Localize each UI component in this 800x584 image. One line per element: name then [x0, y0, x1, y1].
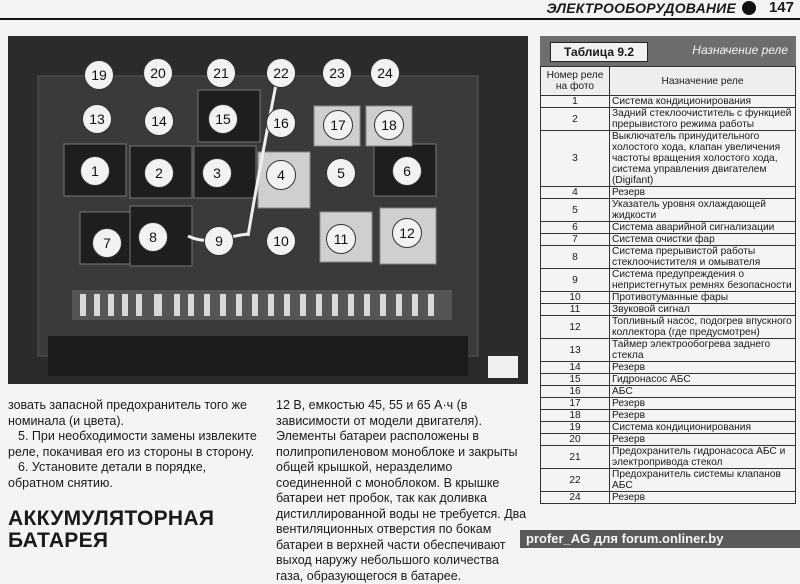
table-row: [541, 434, 796, 446]
relay-purpose: Звуковой сигнал: [610, 304, 796, 316]
table-row: [541, 410, 796, 422]
relay-number: 8: [541, 246, 610, 269]
relay-number: 22: [541, 469, 610, 492]
page-header: [430, 0, 800, 16]
table-caption: Назначение реле: [692, 43, 788, 57]
relay-label-13: 13: [82, 104, 112, 134]
relay-label-4: 4: [266, 160, 296, 190]
relay-label-19: 19: [84, 60, 114, 90]
relay-purpose: Указатель уровня охлаждающей жидкости: [610, 199, 796, 222]
relay-number: 11: [541, 304, 610, 316]
relay-purpose: Выключатель принудительного холостого хода, клапан увеличения частоты вращения холостого хода, система управления двигателем (Digifant): [610, 131, 796, 187]
relay-label-17: 17: [323, 110, 353, 140]
relay-number: 13: [541, 339, 610, 362]
relay-purpose: Резерв: [610, 434, 796, 446]
paragraph: 6. Установите детали в порядке, обратном снятию.: [8, 460, 207, 490]
body-text-left: [8, 398, 264, 491]
table-row: [541, 292, 796, 304]
relay-number: 6: [541, 222, 610, 234]
fuse-box-photo: [8, 36, 528, 384]
table-row: [541, 446, 796, 469]
relay-label-1: 1: [80, 156, 110, 186]
relay-label-9: 9: [204, 226, 234, 256]
section-title: ЭЛЕКТРООБОРУДОВАНИЕ: [546, 0, 736, 16]
column-header-number: Номер реле на фото: [541, 67, 610, 96]
relay-label-16: 16: [266, 108, 296, 138]
relay-purpose: Таймер электрообогрева заднего стекла: [610, 339, 796, 362]
relay-label-18: 18: [374, 110, 404, 140]
relay-number: 5: [541, 199, 610, 222]
relay-number: 18: [541, 410, 610, 422]
relay-number: 19: [541, 422, 610, 434]
table-row: [541, 422, 796, 434]
relay-purpose: Гидронасос АБС: [610, 374, 796, 386]
column-header-purpose: Назначение реле: [610, 67, 796, 96]
relay-label-21: 21: [206, 58, 236, 88]
relay-number: 12: [541, 316, 610, 339]
body-text-right: [276, 398, 528, 584]
table-row: [541, 374, 796, 386]
table-row: [541, 199, 796, 222]
table-row: [541, 469, 796, 492]
relay-assignment-table: [540, 66, 796, 504]
fuse-box-drawing: [8, 36, 528, 384]
relay-label-8: 8: [138, 222, 168, 252]
watermark-banner: profer_AG для forum.onliner.by: [520, 530, 800, 548]
relay-number: 1: [541, 96, 610, 108]
relay-label-20: 20: [143, 58, 173, 88]
relay-purpose: Система прерывистой работы стеклоочистителя и омывателя: [610, 246, 796, 269]
heading-line-1: АККУМУЛЯТОРНАЯ: [8, 507, 215, 530]
relay-number: 24: [541, 492, 610, 504]
table-row: [541, 96, 796, 108]
relay-number: 16: [541, 386, 610, 398]
table-row: [541, 187, 796, 199]
paragraph: 12 В, емкостью 45, 55 и 65 А·ч (в зависимости от модели двигателя). Элементы батареи расположены в полипропиленовом моноблоке и закрыты общей крышкой, неразделимо соединенной с моноблоком. В крышке батареи нет пробок, так как доливка дистиллированной воды не требуется. Два вентиляционных отверстия по бокам батареи в верхней части обеспечивают выход наружу небольшого количества газа, образующегося в батарее.: [276, 398, 527, 583]
relay-purpose: Топливный насос, подогрев впускного коллектора (где предусмотрен): [610, 316, 796, 339]
relay-purpose: Резерв: [610, 492, 796, 504]
relay-label-10: 10: [266, 226, 296, 256]
table-row: [541, 492, 796, 504]
relay-purpose: Система очистки фар: [610, 234, 796, 246]
relay-purpose: Система предупреждения о непристегнутых ремнях безопасности: [610, 269, 796, 292]
relay-label-23: 23: [322, 58, 352, 88]
relay-number: 20: [541, 434, 610, 446]
relay-number: 9: [541, 269, 610, 292]
page-number: 147: [768, 0, 794, 16]
table-row: [541, 108, 796, 131]
relay-purpose: Резерв: [610, 187, 796, 199]
relay-label-5: 5: [326, 158, 356, 188]
relay-label-7: 7: [92, 228, 122, 258]
relay-purpose: Резерв: [610, 410, 796, 422]
relay-label-11: 11: [326, 224, 356, 254]
relay-purpose: Система аварийной сигнализации: [610, 222, 796, 234]
relay-number: 2: [541, 108, 610, 131]
relay-label-12: 12: [392, 218, 422, 248]
relay-label-24: 24: [370, 58, 400, 88]
relay-number: 17: [541, 398, 610, 410]
relay-label-3: 3: [202, 158, 232, 188]
relay-number: 3: [541, 131, 610, 187]
section-heading: [8, 508, 214, 552]
relay-number: 14: [541, 362, 610, 374]
relay-label-2: 2: [144, 158, 174, 188]
table-header-bar: [540, 36, 796, 66]
relay-purpose: Предохранитель гидронасоса АБС и электропривода стекол: [610, 446, 796, 469]
relay-label-14: 14: [144, 106, 174, 136]
relay-number: 10: [541, 292, 610, 304]
table-row: [541, 234, 796, 246]
table-id: Таблица 9.2: [550, 42, 648, 62]
relay-purpose: Задний стеклоочиститель с функцией прерывистого режима работы: [610, 108, 796, 131]
relay-purpose: Система кондиционирования: [610, 96, 796, 108]
relay-label-6: 6: [392, 156, 422, 186]
relay-table: [540, 36, 796, 559]
relay-purpose: Резерв: [610, 362, 796, 374]
table-row: [541, 246, 796, 269]
relay-purpose: Система кондиционирования: [610, 422, 796, 434]
relay-label-15: 15: [208, 104, 238, 134]
table-row: [541, 269, 796, 292]
table-row: [541, 316, 796, 339]
relay-label-22: 22: [266, 58, 296, 88]
table-row: [541, 362, 796, 374]
table-row: [541, 131, 796, 187]
bullet-icon: [742, 1, 756, 15]
table-row: [541, 304, 796, 316]
relay-number: 4: [541, 187, 610, 199]
relay-purpose: Противотуманные фары: [610, 292, 796, 304]
relay-number: 21: [541, 446, 610, 469]
table-row: [541, 339, 796, 362]
relay-number: 15: [541, 374, 610, 386]
table-row: [541, 222, 796, 234]
paragraph: зовать запасной предохранитель того же номинала (и цвета).: [8, 398, 247, 428]
paragraph: 5. При необходимости замены извлеките реле, покачивая его из стороны в сторону.: [8, 429, 257, 459]
relay-number: 7: [541, 234, 610, 246]
header-rule: [0, 18, 800, 20]
table-row: [541, 386, 796, 398]
table-row: [541, 398, 796, 410]
heading-line-2: БАТАРЕЯ: [8, 529, 109, 552]
relay-purpose: Предохранитель системы клапанов АБС: [610, 469, 796, 492]
relay-purpose: Резерв: [610, 398, 796, 410]
relay-purpose: АБС: [610, 386, 796, 398]
